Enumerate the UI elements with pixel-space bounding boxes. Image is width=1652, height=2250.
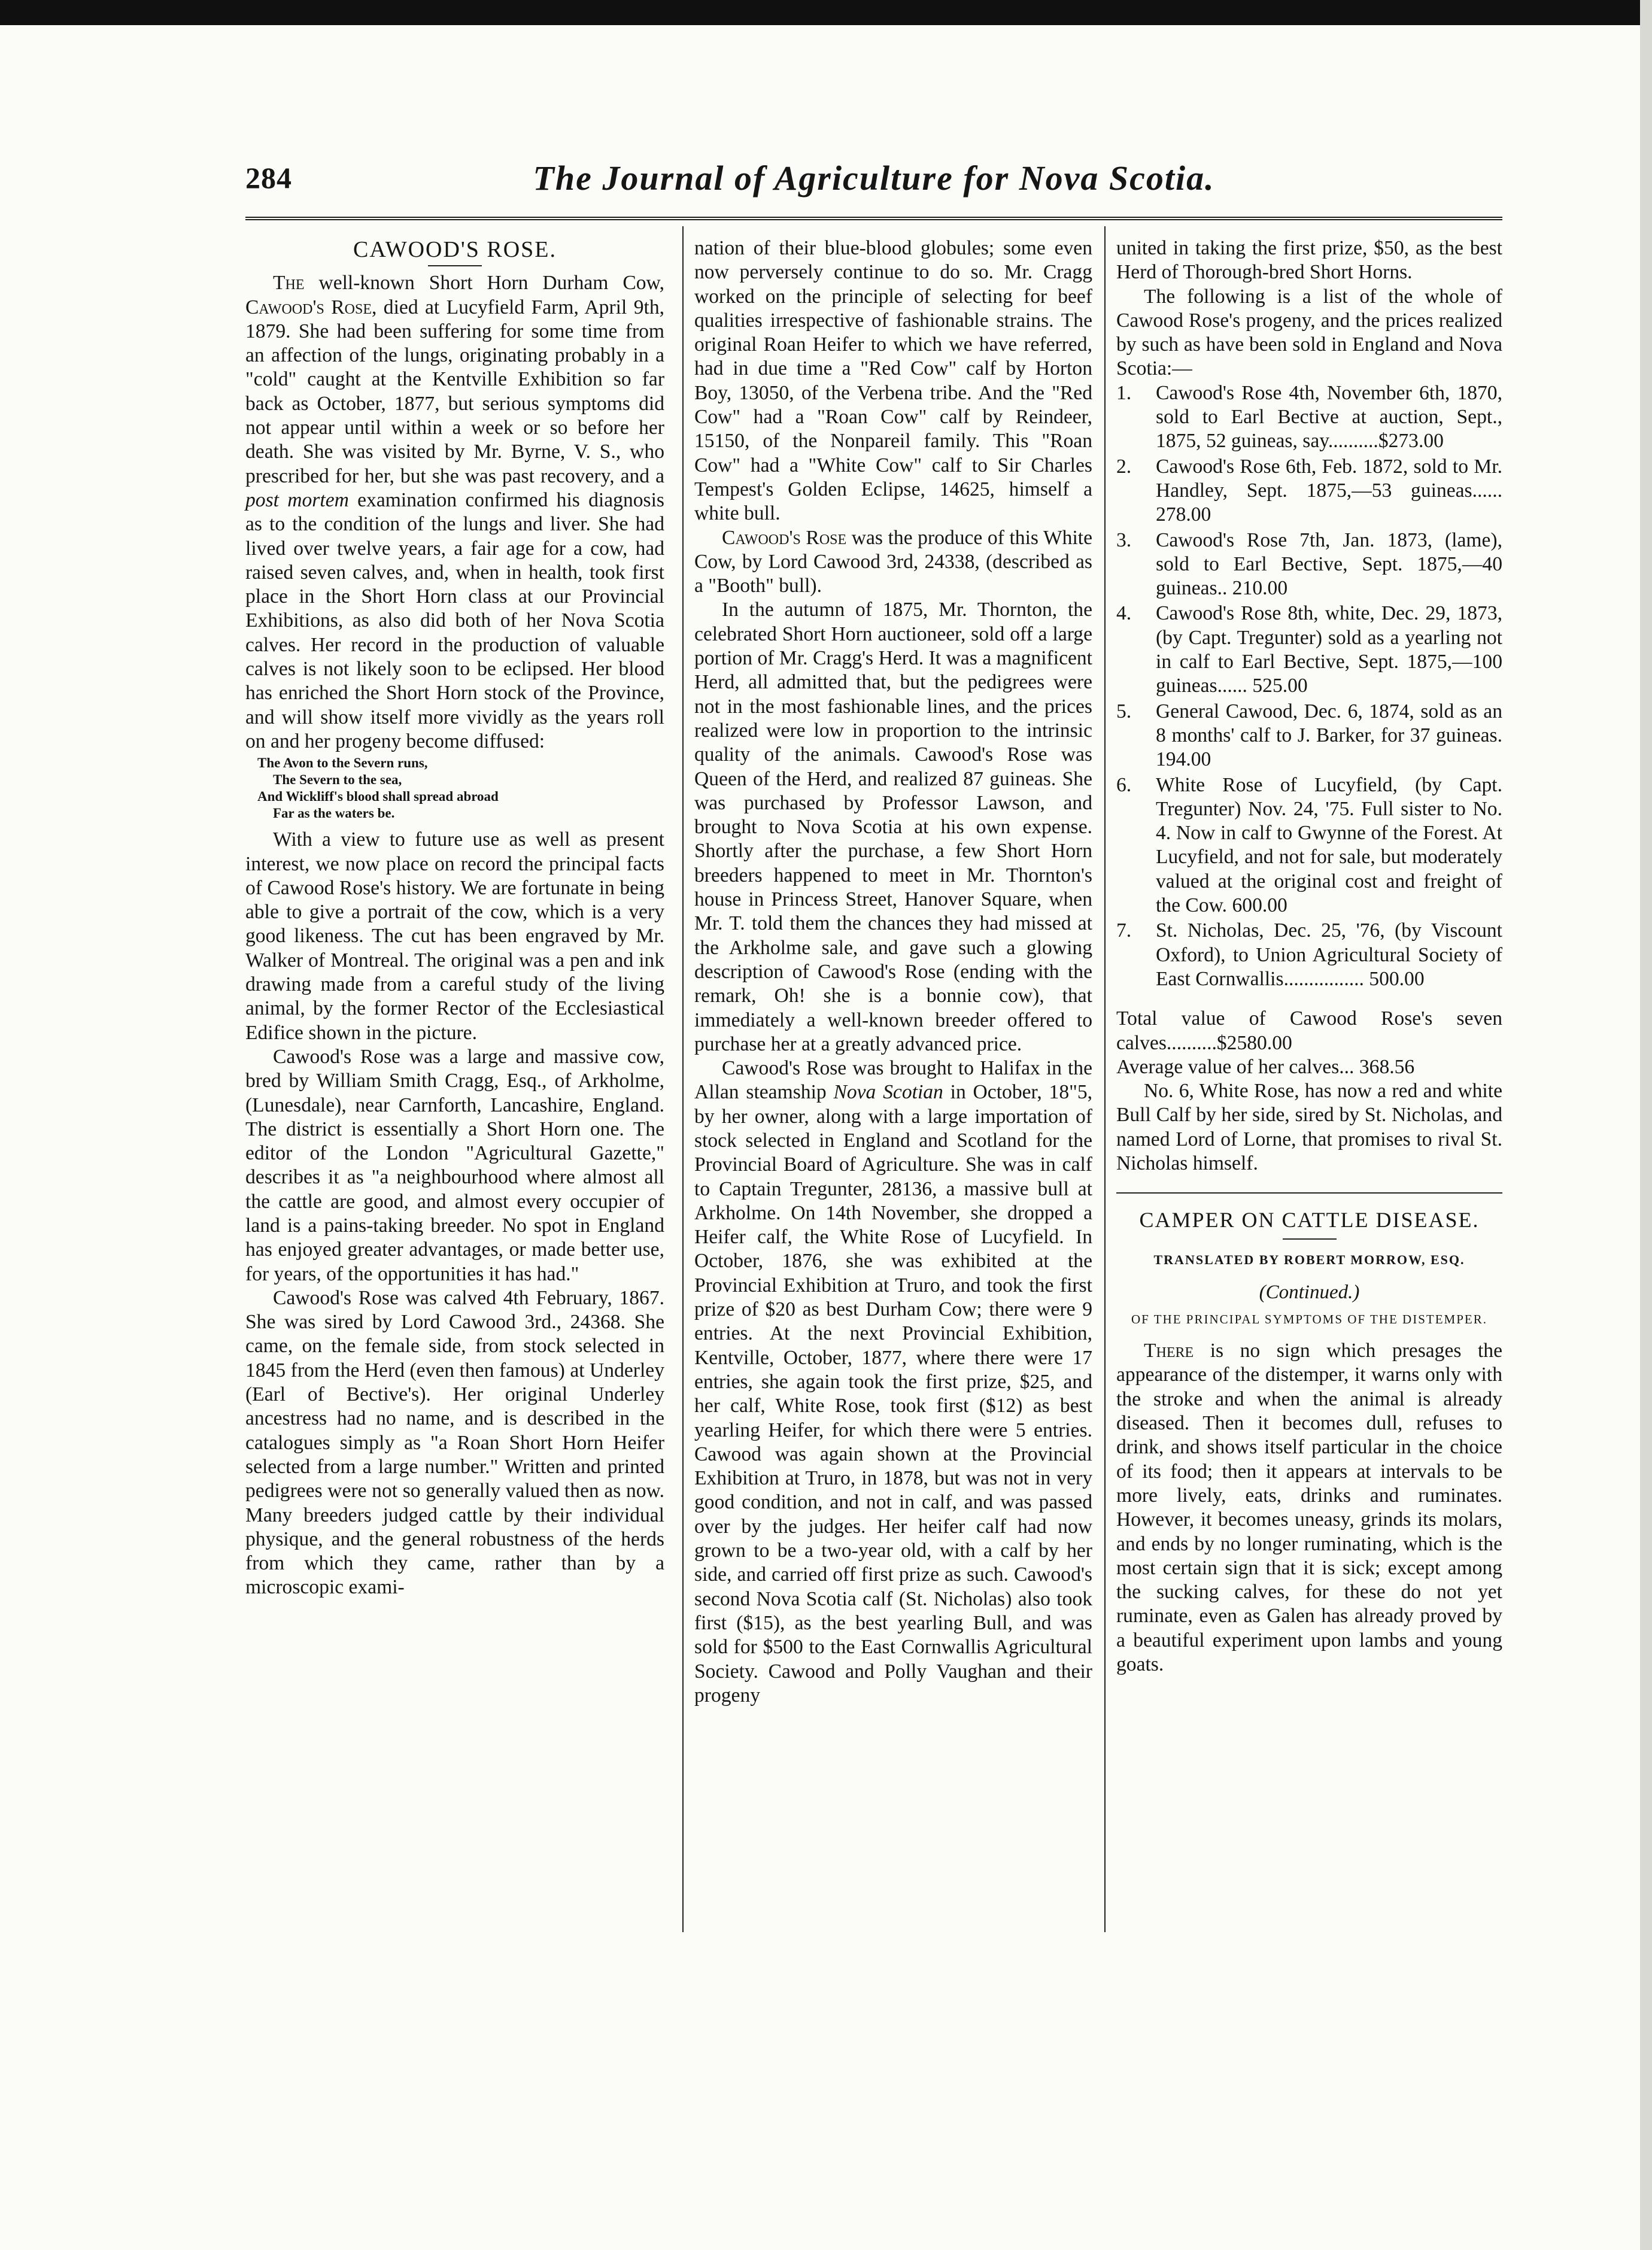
- leader-dots: ......: [1472, 479, 1502, 502]
- total-label: Total value of Cawood Rose's seven calves: [1116, 1007, 1502, 1054]
- scan-border-right: [1640, 0, 1652, 2250]
- paragraph: [694, 526, 1092, 599]
- paragraph: [1116, 1339, 1502, 1677]
- item-number: 3.: [1116, 529, 1132, 551]
- average-value: 368.56: [1359, 1055, 1415, 1078]
- page-header: [245, 160, 1502, 202]
- translator-credit: TRANSLATED BY ROBERT MORROW, ESQ.: [1153, 1252, 1465, 1267]
- verse-line: And Wickliff's blood shall spread abroad: [257, 789, 499, 804]
- item-number: 5.: [1116, 700, 1132, 722]
- total-line: [1116, 1007, 1502, 1055]
- paragraph: nation of their blue-blood globules; some even now perversely continue to do so. Mr. Cragg worked on the principle of selecting for beef qualities irrespective of fashionable strains. The original Roan Heifer to which we have referred, had in due time a "Red Cow" calf by Horton Boy, 13050, of the Verbena tribe. And the "Red Cow" had a "Roan Cow" calf by Reindeer, 15150, of the Nonpareil family. This "Roan Cow" had a "White Cow" calf to Sir Charles Tempest's Golden Eclipse, 14625, himself a white bull.: [694, 237, 1092, 525]
- item-number: 1.: [1116, 381, 1132, 404]
- list-item: [1116, 700, 1502, 772]
- leader-dots: ................: [1283, 967, 1364, 990]
- paragraph: No. 6, White Rose, has now a red and white Bull Calf by her side, sired by St. Nicholas, and named Lord of Lorne, that promises to rival St. Nicholas himself.: [1116, 1080, 1502, 1174]
- progeny-list: [1116, 381, 1502, 991]
- section-divider: [1116, 1192, 1502, 1194]
- paragraph: Cawood's Rose was calved 4th February, 1867. She was sired by Lord Cawood 3rd., 24368. She came, on the female side, from stock selected in 1845 from the Herd (even then famous) at Underley (Earl of Bective's). Her original Underley ancestress had no name, and is described in the catalogues simply as "a Roan Short Horn Heifer selected from a large number." Written and printed pedigrees were not so generally valued then as now. Many breeders judged cattle by their individual physique, and the general robustness of the herds from which they came, rather than by a microscopic exami-: [245, 1286, 664, 1599]
- item-text: General Cawood, Dec. 6, 1874, sold as an 8 months' calf to J. Barker, for 37 guineas.: [1156, 700, 1502, 746]
- item-text: Cawood's Rose 6th, Feb. 1872, sold to Mr. Handley, Sept. 1875,—53 guineas: [1156, 455, 1502, 502]
- article-heading-2: CAMPER ON CATTLE DISEASE.: [1139, 1208, 1480, 1232]
- item-price: 500.00: [1369, 967, 1425, 990]
- item-price: 194.00: [1156, 748, 1211, 771]
- list-item: [1116, 455, 1502, 527]
- text-run: is no sign which presages the appearance of the distemper, it warns only with the stroke and when the animal is already diseased. Then it becomes dull, refuses to drink, and shows itself particular in the choice of its food; then it appears at intervals to be more lively, eats, drinks and ruminates. However, it becomes uneasy, grinds its molars, and ends by no longer ruminating, which is the most certain sign that it is sick; except among the sucking calves, for these do not yet ruminate, even as Galen has already proved by a beautiful experiment upon lambs and young goats.: [1116, 1340, 1502, 1676]
- item-text: Cawood's Rose 7th, Jan. 1873, (lame), sold to Earl Bective, Sept. 1875,—40 guineas: [1156, 529, 1502, 600]
- item-text: Cawood's Rose 8th, white, Dec. 29, 1873, (by Capt. Tregunter) sold as a yearling not in calf to Earl Bective, Sept. 1875,—100 guineas: [1156, 602, 1502, 697]
- column-1: [245, 236, 664, 1600]
- section-subheading: OF THE PRINCIPAL SYMPTOMS OF THE DISTEMPER.: [1131, 1312, 1487, 1327]
- article-heading: CAWOOD'S ROSE.: [353, 237, 557, 262]
- column-3: [1116, 236, 1502, 1677]
- item-number: 7.: [1116, 919, 1132, 942]
- verse-line: The Avon to the Severn runs,: [257, 755, 428, 771]
- paragraph: united in taking the first prize, $50, as the best Herd of Thorough-bred Short Horns.: [1116, 237, 1502, 284]
- average-line: [1116, 1055, 1502, 1079]
- verse-line: Far as the waters be.: [273, 806, 395, 821]
- item-price: $273.00: [1378, 430, 1444, 453]
- item-text: White Rose of Lucyfield, (by Capt. Tregunter) Nov. 24, '75. Full sister to No. 4. Now in calf to Gwynne of the Forest. At Lucyfield, and not for sale, but moderately valued at the original cost and freight of the Cow.: [1156, 773, 1502, 917]
- cow-name: Cawood's Rose: [245, 296, 372, 318]
- list-item: [1116, 602, 1502, 698]
- heading-rule: [1283, 1238, 1337, 1240]
- item-number: 4.: [1116, 602, 1132, 625]
- totals-block: [1116, 1007, 1502, 1079]
- page-number: 284: [245, 161, 292, 195]
- item-price: 525.00: [1252, 675, 1308, 697]
- leader-dots: ..........: [1166, 1031, 1217, 1054]
- list-item: [1116, 381, 1502, 454]
- leader-dots: ..: [1217, 577, 1228, 600]
- total-value: $2580.00: [1216, 1031, 1292, 1054]
- leader-dots: ......: [1217, 675, 1247, 697]
- verse-quote: [257, 755, 664, 822]
- item-number: 6.: [1116, 773, 1132, 796]
- journal-title: The Journal of Agriculture for Nova Scotia.: [533, 159, 1215, 198]
- average-label: Average value of her calves...: [1116, 1055, 1355, 1078]
- paragraph: [694, 1056, 1092, 1708]
- column-2: [694, 236, 1092, 1708]
- cow-name: Cawood's Rose: [722, 526, 847, 549]
- paragraph: [245, 271, 664, 754]
- paragraph: In the autumn of 1875, Mr. Thornton, the celebrated Short Horn auctioneer, sold off a large portion of Mr. Cragg's Herd. It was a magnificent Herd, all admitted that, but the pedigrees were not in the most fashionable lines, and the prices realized were low in proportion to the intrinsic quality of the animals. Cawood's Rose was Queen of the Herd, and realized 87 guineas. She was purchased by Professor Lawson, and brought to Nova Scotia at his own expense. Shortly after the purchase, a few Short Horn breeders happened to meet in Mr. Thornton's house in Princess Street, Hanover Square, when Mr. T. told them the chances they had missed at the Arkholme sale, and gave such a glowing description of Cawood's Rose (ending with the remark, Oh! she is a bonnie cow), that immediately a well-known breeder offered to purchase her at a greatly advanced price.: [694, 599, 1092, 1055]
- text-run: Cawood's Rose was brought to Halifax in the Allan steamship: [694, 1057, 1092, 1104]
- item-text: St. Nicholas, Dec. 25, '76, (by Viscount Oxford), to Union Agricultural Society of East Cornwallis: [1156, 919, 1502, 990]
- item-price: 278.00: [1156, 503, 1211, 526]
- italic-term: post mortem: [245, 488, 349, 511]
- text-run: was the produce of this White Cow, by Lord Cawood 3rd, 24338, (described as a "Booth" bull).: [694, 526, 1093, 597]
- item-price: 210.00: [1232, 577, 1288, 600]
- header-rule: [245, 217, 1502, 220]
- list-item: [1116, 919, 1502, 991]
- text-run: , died at Lucyfield Farm, April 9th, 1879. She had been suffering for some time from an affection of the lungs, originating probably in a "cold" caught at the Kentville Exhibition so far back as October, 1877, but serious symptoms did not appear until within a week or so before her death. She was visited by Mr. Byrne, V. S., who prescribed for her, but she was past recovery, and a: [245, 296, 664, 487]
- verse-line: The Severn to the sea,: [273, 772, 402, 788]
- item-number: 2.: [1116, 455, 1132, 478]
- column-divider-1: [682, 226, 684, 1932]
- item-price: 600.00: [1232, 894, 1287, 917]
- leader-dots: ..........: [1328, 430, 1378, 453]
- item-text: Cawood's Rose 4th, November 6th, 1870, sold to Earl Bective at auction, Sept., 1875, 52 guineas, say: [1156, 381, 1502, 453]
- continued-label: (Continued.): [1259, 1281, 1360, 1303]
- list-item: [1116, 529, 1502, 601]
- list-item: [1116, 773, 1502, 918]
- text-run: in October, 18"5, by her owner, along with a large importation of stock selected in England and Scotland for the Provincial Board of Agriculture. She was in calf to Captain Tregunter, 28136, a massive bull at Arkholme. On 14th November, she dropped a Heifer calf, the White Rose of Lucyfield. In October, 1876, she was exhibited at the Provincial Exhibition at Truro, and took the first prize of $20 as best Durham Cow; there were 9 entries. At the next Provincial Exhibition, Kentville, October, 1877, where there were 17 entries, she again took the first prize, $25, and her calf, White Rose, took first ($12) as best yearling Heifer, for which there were 5 entries. Cawood was again shown at the Provincial Exhibition at Truro, in 1878, but was not in very good condition, and not in calf, and was passed over by the judges. Her heifer calf had now grown to be a two-year old, with a calf by her side, and carried off first prize as such. Cawood's second Nova Scotia calf (St. Nicholas) also took first ($15), as the best yearling Bull, and was sold for $500 to the East Cornwallis Agricultural Society. Cawood and Polly Vaughan and their progeny: [694, 1081, 1092, 1707]
- paragraph: Cawood's Rose was a large and massive cow, bred by William Smith Cragg, Esq., of Arkholme, (Lunesdale), near Carnforth, Lancashire, England. The district is essentially a Short Horn one. The editor of the London "Agricultural Gazette," describes it as "a neighbourhood where almost all the cattle are good, and almost every occupier of land is a pains-taking breeder. No spot in England has enjoyed greater advantages, or made better use, for years, of the opportunities it has had.": [245, 1045, 664, 1285]
- scan-border-top: [0, 0, 1652, 25]
- column-divider-2: [1104, 226, 1106, 1932]
- paragraph: The following is a list of the whole of Cawood Rose's progeny, and the prices realized by such as have been sold in England and Nova Scotia:—: [1116, 285, 1502, 380]
- heading-rule: [428, 265, 482, 266]
- text-run: examination confirmed his diagnosis as to the condition of the lungs and liver. She had lived over twelve years, a fair age for a cow, had raised seven calves, and, when in health, took first place in the Short Horn class at our Provincial Exhibitions, as also did both of her Nova Scotia calves. Her record in the production of valuable calves is not likely soon to be eclipsed. Her blood has enriched the Short Horn stock of the Province, and will show itself more vividly as the years roll on and her progeny become diffused:: [245, 488, 664, 752]
- lead-word: There: [1144, 1340, 1194, 1362]
- ship-name: Nova Scotian: [833, 1081, 943, 1104]
- lead-word: The: [273, 272, 305, 294]
- text-run: well-known Short Horn Durham Cow,: [304, 272, 664, 294]
- paragraph: With a view to future use as well as present interest, we now place on record the principal facts of Cawood Rose's history. We are fortunate in being able to give a portrait of the cow, which is a very good likeness. The cut has been engraved by Mr. Walker of Montreal. The original was a pen and ink drawing made from a careful study of the living animal, by the former Rector of the Ecclesiastical Edifice shown in the picture.: [245, 828, 664, 1044]
